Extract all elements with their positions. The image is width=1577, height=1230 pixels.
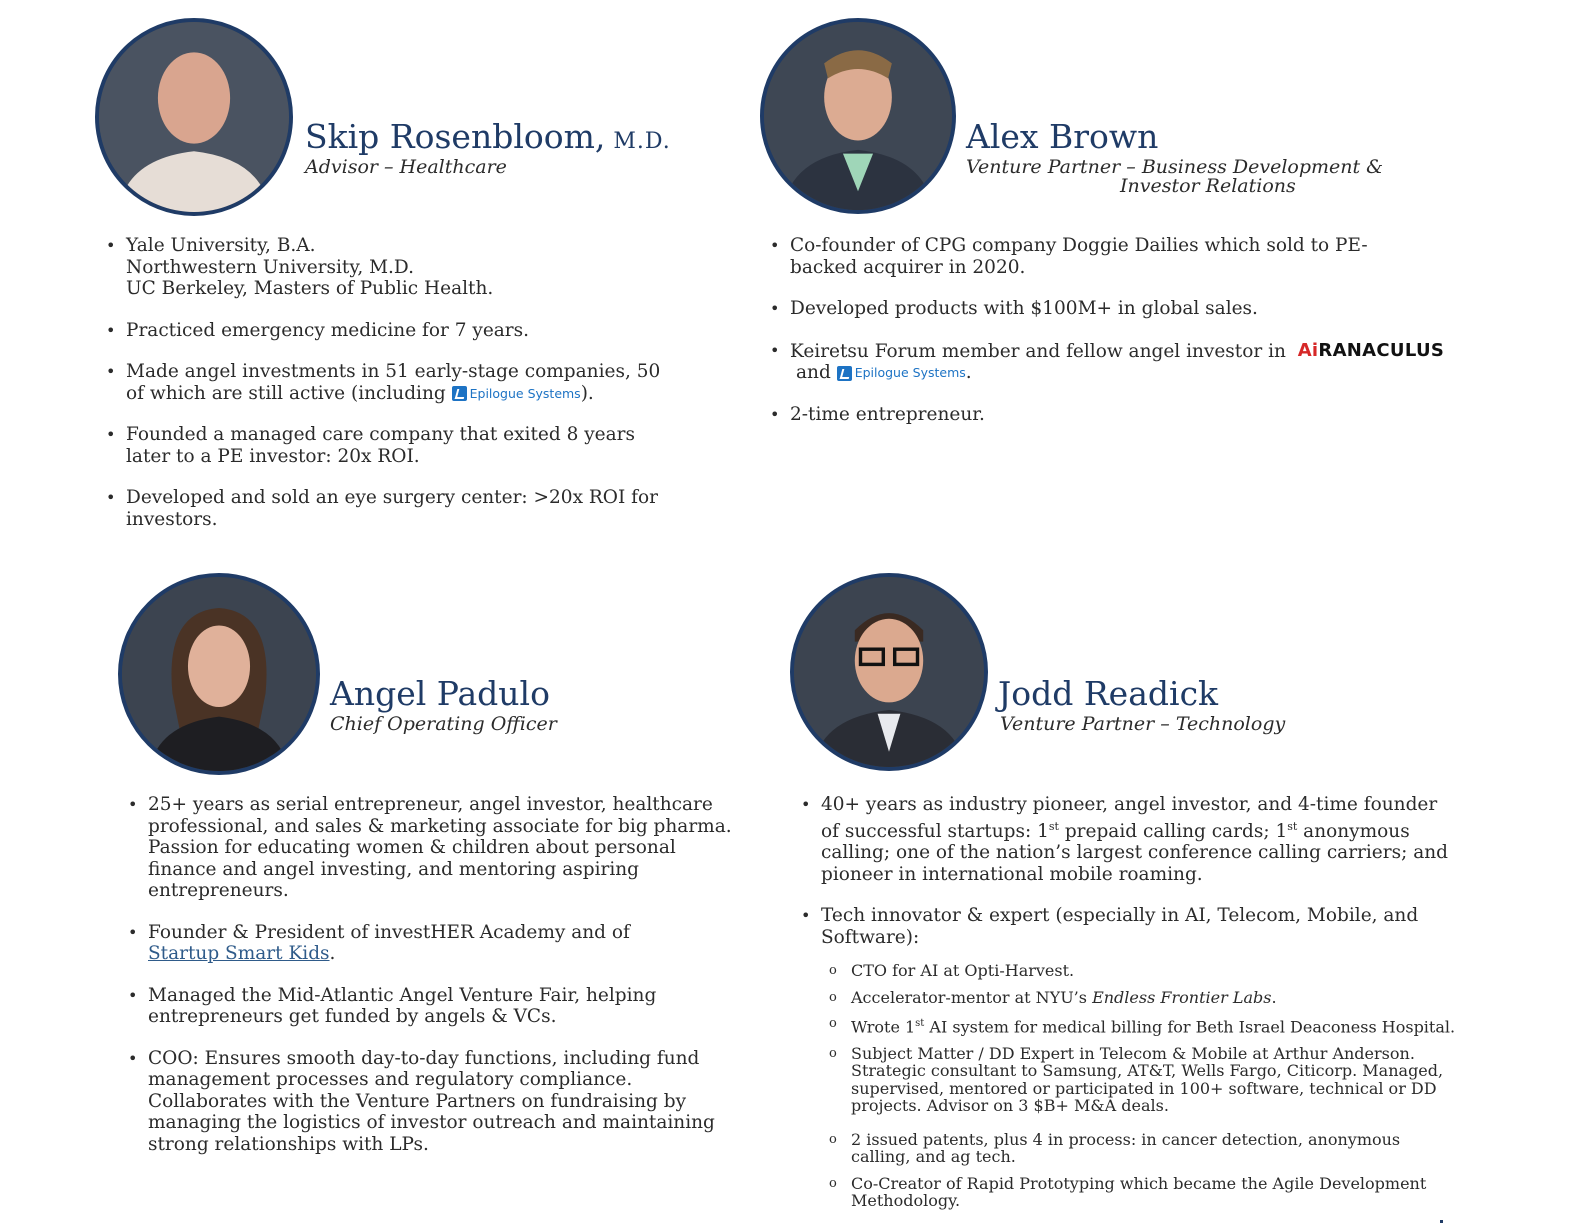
epilogue-logo-text: Epilogue Systems — [469, 385, 581, 401]
angel-bullet-1-line-5: entrepreneurs. — [148, 880, 289, 901]
alex-bullet-entrepreneur — [770, 404, 1444, 426]
epilogue-systems-logo — [837, 362, 966, 384]
angel-bullet-2-line-2 — [148, 943, 732, 965]
angel-role: Chief Operating Officer — [330, 713, 557, 735]
jodd-sub-1-text: o CTO for AI at Opti-Harvest. — [851, 961, 1075, 981]
angel-bullet-4-line-4: managing the logistics of investor outreach and maintaining — [148, 1112, 715, 1133]
jodd-sub-5-line-2: calling, and ag tech. — [851, 1147, 1016, 1167]
jodd-sub-2-end: . — [1271, 987, 1277, 1007]
jodd-sub-3-part-b: AI system for medical billing for Beth Israel Deaconess Hospital. — [924, 1017, 1456, 1037]
angel-name: Angel Padulo — [330, 674, 550, 713]
jodd-sub-4-line-4: projects. Advisor on 3 $B+ M&A deals. — [851, 1096, 1169, 1116]
jodd-sub-4-line-2: Strategic consultant to Samsung, AT&T, Wells Fargo, Citicorp. Managed, — [851, 1061, 1444, 1081]
jodd-sub-bullet-accelerator — [821, 989, 1455, 1007]
alex-bullet-list — [770, 235, 1444, 445]
jodd-sub-bullet-ai-billing — [821, 1015, 1455, 1036]
alex-bullet-3-end: . — [965, 362, 972, 383]
angel-bullet-1-line-4: finance and angel investing, and mentoring aspiring — [148, 858, 640, 880]
angel-bullet-2-end: . — [329, 943, 336, 964]
jodd-sub-6-line-1: o Co-Creator of Rapid Prototyping which became the Agile Development — [851, 1173, 1427, 1193]
jodd-bullet-tech-innovator — [801, 905, 1455, 1210]
skip-bullet-3-line-1: • Made angel investments in 51 early-stage companies, 50 — [126, 361, 661, 382]
jodd-sub-4-line-3: supervised, mentored or participated in 100+ software, technical or DD — [851, 1078, 1437, 1098]
jodd-sub-2-line — [851, 989, 1455, 1007]
angel-portrait-photo — [118, 573, 320, 775]
angel-bullet-3-line-1: • Managed the Mid-Atlantic Angel Venture Fair, helping — [148, 984, 657, 1006]
alex-name: Alex Brown — [966, 117, 1159, 156]
skip-bullet-managed-care — [106, 424, 660, 467]
jodd-portrait-photo — [790, 573, 988, 771]
angel-bullet-serial-entrepreneur — [128, 794, 732, 902]
jodd-bullet-1-sup-2: st — [1287, 819, 1298, 833]
airanaculus-logo — [1298, 340, 1444, 361]
person-silhouette-icon — [99, 22, 289, 212]
angel-bullet-3-line-2: entrepreneurs get funded by angels & VCs. — [148, 1006, 557, 1027]
skip-name-text: Skip Rosenbloom, — [305, 117, 606, 156]
jodd-sub-3-sup: st — [915, 1018, 925, 1030]
skip-edu-yale: • Yale University, B.A. — [126, 235, 316, 256]
angel-bullet-4-line-2: management processes and regulatory compliance. — [148, 1069, 633, 1090]
angel-bullet-4-line-3: Collaborates with the Venture Partners on fundraising by — [148, 1090, 687, 1112]
skip-name-suffix: M.D. — [613, 129, 671, 154]
jodd-sub-5-line-1: o 2 issued patents, plus 4 in process: in cancer detection, anonymous — [851, 1129, 1401, 1149]
startup-smart-kids-link[interactable]: Startup Smart Kids — [148, 943, 330, 964]
epilogue-systems-logo — [452, 383, 581, 405]
skip-bullet-investments — [106, 361, 660, 404]
alex-bullet-3-text: Keiretsu Forum member and fellow angel investor in — [790, 340, 1286, 362]
skip-bullet-5-line-2: investors. — [126, 508, 218, 530]
angel-bullet-list — [128, 794, 732, 1175]
jodd-bullet-1-line-4: pioneer in international mobile roaming. — [821, 863, 1203, 885]
angel-bullet-2-line-1: • Founder & President of investHER Academy and of — [148, 921, 630, 943]
angel-bullet-1-line-1: • 25+ years as serial entrepreneur, angel investor, healthcare — [148, 794, 713, 815]
epilogue-logo-icon — [837, 366, 852, 381]
skip-bullet-eye-surgery — [106, 487, 660, 530]
jodd-sub-bullet-patents — [821, 1131, 1455, 1166]
jodd-sub-3-line — [851, 1015, 1455, 1036]
skip-edu-berkeley: UC Berkeley, Masters of Public Health. — [126, 278, 494, 299]
epilogue-logo-icon — [452, 386, 467, 401]
jodd-bullet-1-part-b: prepaid calling cards; 1 — [1058, 820, 1288, 842]
skip-bullet-list — [106, 235, 660, 550]
airanaculus-logo-ai: Ai — [1297, 339, 1319, 361]
jodd-sub-bullet-rapid-prototyping — [821, 1175, 1455, 1210]
skip-bullet-4-line-1: • Founded a managed care company that exited 8 years — [126, 424, 635, 446]
skip-edu-northwestern: Northwestern University, M.D. — [126, 256, 414, 278]
skip-bullet-3-text: of which are still active (including — [126, 382, 446, 404]
jodd-sub-2-part-a: Accelerator-mentor at NYU’s — [851, 987, 1093, 1007]
angel-bullet-4-line-5: strong relationships with LPs. — [148, 1133, 429, 1155]
jodd-bullet-industry-pioneer — [801, 794, 1455, 885]
angel-bullet-investher — [128, 922, 732, 965]
angel-bullet-venture-fair — [128, 985, 732, 1028]
jodd-bullet-1-line-1: • 40+ years as industry pioneer, angel investor, and 4-time founder — [821, 794, 1438, 815]
skip-bullet-3-line-2 — [126, 383, 660, 405]
person-silhouette-icon — [764, 22, 952, 210]
alex-role-line-2: Investor Relations — [1120, 175, 1296, 197]
angel-bullet-1-line-3: Passion for educating women & children about personal — [148, 837, 676, 858]
alex-bullet-3-and: and — [796, 362, 831, 383]
epilogue-logo-text: Epilogue Systems — [854, 365, 966, 381]
alex-bullet-products — [770, 298, 1444, 320]
jodd-bullet-1-part-a: of successful startups: 1 — [821, 820, 1049, 842]
jodd-sub-3-part-a: Wrote 1 — [851, 1017, 916, 1037]
skip-bullet-emergency — [106, 320, 660, 342]
alex-bullet-doggie-dailies — [770, 235, 1444, 278]
skip-portrait-photo — [95, 18, 293, 216]
jodd-bullet-1-line-3: calling; one of the nation’s largest conference calling carriers; and — [821, 842, 1448, 864]
person-silhouette-icon — [122, 577, 316, 771]
jodd-bullet-2-line-2: Software): — [821, 926, 920, 948]
alex-bullet-1-line-2: backed acquirer in 2020. — [790, 256, 1026, 278]
alex-bullet-3-line-1 — [790, 340, 1444, 363]
alex-bullet-3-line-2 — [790, 362, 1444, 384]
skip-bullet-5-line-1: • Developed and sold an eye surgery center: >20x ROI for — [126, 487, 658, 509]
skip-name — [305, 118, 671, 161]
alex-bullet-keiretsu — [770, 340, 1444, 384]
angel-bullet-4-line-1: • COO: Ensures smooth day-to-day functions, including fund — [148, 1047, 700, 1069]
person-silhouette-icon — [794, 577, 984, 767]
jodd-sub-4-line-1: o Subject Matter / DD Expert in Telecom & Mobile at Arthur Anderson. — [851, 1043, 1415, 1063]
jodd-name: Jodd Readick — [998, 674, 1219, 713]
skip-bullet-education — [106, 235, 660, 300]
angel-bullet-coo — [128, 1048, 732, 1156]
jodd-bullet-list — [801, 794, 1455, 1230]
alex-role-line-1: Venture Partner – Business Development & — [966, 156, 1384, 178]
alex-bullet-1-line-1: • Co-founder of CPG company Doggie Dailies which sold to PE- — [790, 235, 1368, 256]
alex-bullet-4-text: • 2-time entrepreneur. — [790, 403, 985, 425]
jodd-bullet-1-part-c: anonymous — [1297, 820, 1410, 842]
jodd-bullet-1-line-2 — [821, 816, 1455, 843]
alex-role — [966, 158, 1383, 196]
jodd-sub-bullet-sme — [821, 1045, 1455, 1115]
skip-bullet-4-line-2: later to a PE investor: 20x ROI. — [126, 445, 420, 467]
jodd-bullet-2-line-1: • Tech innovator & expert (especially in AI, Telecom, Mobile, and — [821, 905, 1419, 927]
jodd-bullet-1-sup-1: st — [1048, 819, 1059, 833]
alex-portrait-photo — [760, 18, 956, 214]
alex-bullet-2-text: • Developed products with $100M+ in global sales. — [790, 298, 1258, 319]
angel-bullet-1-line-2: professional, and sales & marketing associate for big pharma. — [148, 815, 732, 837]
jodd-sub-bullet-list — [821, 962, 1455, 1210]
jodd-sub-bullet-cto — [821, 962, 1455, 980]
jodd-sub-2-emphasis: Endless Frontier Labs — [1092, 987, 1272, 1007]
corner-dot-decoration — [1440, 1220, 1443, 1223]
jodd-role: Venture Partner – Technology — [1000, 713, 1286, 735]
skip-role: Advisor – Healthcare — [305, 156, 507, 178]
jodd-sub-6-line-2: Methodology. — [851, 1191, 961, 1211]
airanaculus-logo-rest: RANACULUS — [1318, 339, 1445, 361]
skip-bullet-3-end: ). — [580, 382, 594, 404]
skip-bullet-2-text: • Practiced emergency medicine for 7 years. — [126, 319, 530, 341]
